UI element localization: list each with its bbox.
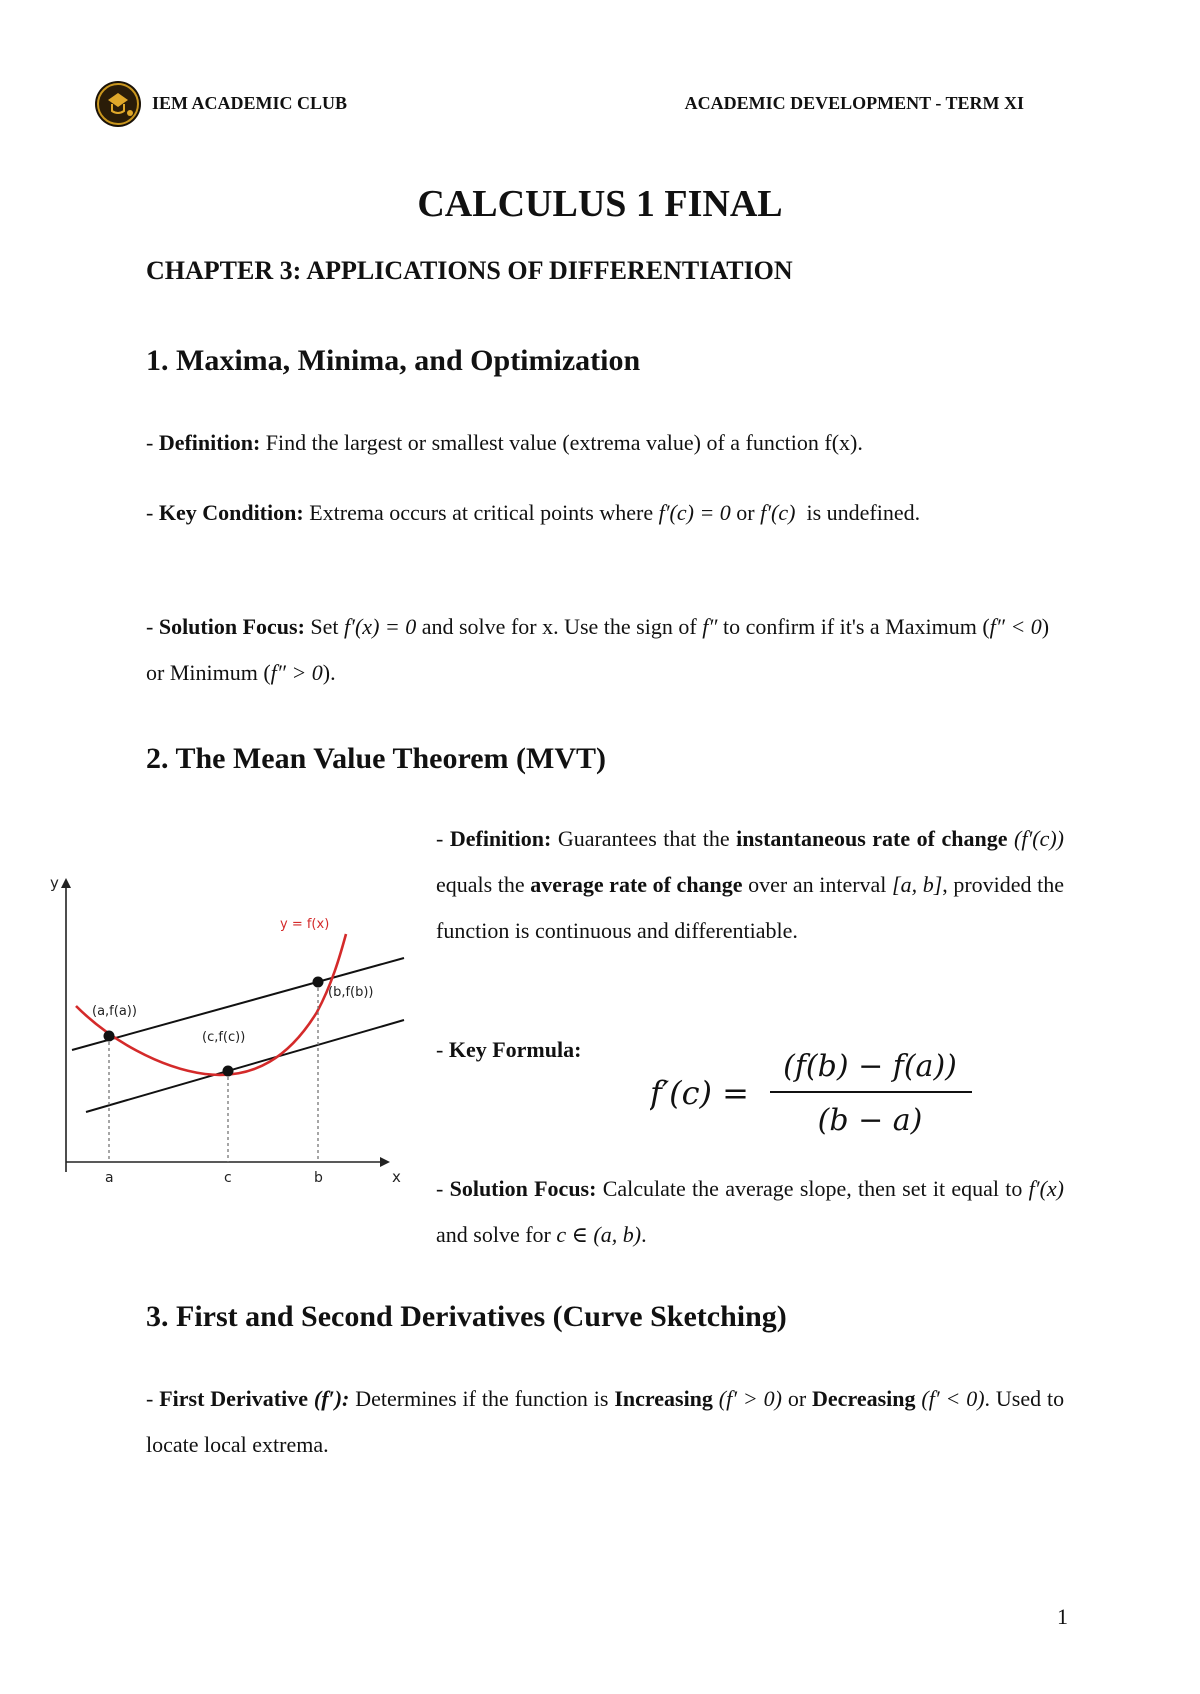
first-derivative-text: . Used to locate local extrema.	[146, 1386, 1065, 1457]
page-number: 1	[1057, 1604, 1068, 1629]
first-derivative-text: Determines if the function is	[355, 1386, 609, 1411]
mvt-key-formula-label: - Key Formula:	[436, 1037, 582, 1062]
chapter-title: CHAPTER 3: APPLICATIONS OF DIFFERENTIATION	[146, 256, 793, 285]
tick-label-a: a	[105, 1170, 114, 1186]
solution-text: to confirm if it's a Maximum (	[722, 614, 990, 639]
solution-text: ).	[322, 660, 336, 685]
mvt-solution-text: and solve for	[436, 1222, 551, 1247]
formula-lhs: f′(c) =	[650, 1074, 749, 1112]
x-axis-arrow	[380, 1157, 390, 1167]
mvt-definition-text: , provided the function is continuous and differentiable.	[436, 872, 1065, 943]
section1-key-condition: - Key Condition: Extrema occurs at critical points where f′(c) = 0 or f′(c) is undefined.	[146, 500, 921, 525]
mvt-solution-text: .	[641, 1222, 647, 1247]
mvt-solution-label: Solution Focus:	[449, 1176, 597, 1201]
definition-label: Definition:	[158, 430, 261, 455]
section3-first-derivative: - First Derivative (f′): Determines if the function is Increasing (f′ > 0) or Decreasing (f′ < 0). Used to locate local extrema.	[146, 1386, 1065, 1457]
bold-term: Increasing	[614, 1386, 713, 1411]
key-condition-text: or	[736, 500, 755, 525]
section1-solution-focus: - Solution Focus: Set f′(x) = 0 and solve for x. Use the sign of f″ to confirm if it's a Maximum (f″ < 0) or Minimum (f″ > 0).	[146, 614, 1050, 685]
first-derivative-label: First Derivative	[159, 1386, 309, 1411]
point-c-label: (c,f(c))	[202, 1030, 246, 1045]
math-expression: (f′ > 0)	[718, 1386, 782, 1411]
point-b	[313, 977, 324, 988]
bold-term: average rate of change	[530, 872, 743, 897]
math-expression: (f′(c))	[1014, 826, 1065, 851]
math-expression: f′(c) = 0	[658, 500, 731, 525]
solution-text: and solve for x. Use the sign of	[421, 614, 697, 639]
section1-heading: 1. Maxima, Minima, and Optimization	[146, 344, 641, 377]
point-c	[223, 1066, 234, 1077]
solution-text: Set	[310, 614, 339, 639]
mvt-definition-label: Definition:	[449, 826, 552, 851]
bold-term: instantaneous rate of change	[736, 826, 1008, 851]
term-label: ACADEMIC DEVELOPMENT - TERM XI	[684, 93, 1024, 113]
key-formula-label: Key Formula:	[448, 1037, 582, 1062]
point-a-label: (a,f(a))	[92, 1004, 137, 1019]
math-expression: f′(c)	[760, 500, 796, 525]
formula-denominator: (b − a)	[817, 1103, 923, 1138]
y-axis-arrow	[61, 878, 71, 888]
math-expression: f′(x) = 0	[344, 614, 417, 639]
mvt-graph	[40, 860, 410, 1190]
math-expression: (f′):	[313, 1386, 350, 1411]
mvt-definition: - Definition: Guarantees that the instantaneous rate of change (f′(c)) equals the average rate of change over an interval [a, b], provided the function is continuous and differentiable.	[436, 826, 1065, 943]
section2-heading: 2. The Mean Value Theorem (MVT)	[146, 742, 607, 775]
bold-term: Decreasing	[812, 1386, 916, 1411]
math-expression: (f′ < 0)	[921, 1386, 985, 1411]
point-b-label: (b,f(b))	[328, 985, 374, 1000]
curve-label: y = f(x)	[280, 917, 330, 932]
mvt-definition-text: over an interval	[748, 872, 887, 897]
key-condition-label: Key Condition:	[158, 500, 304, 525]
math-expression: c ∈ (a, b)	[556, 1222, 642, 1247]
formula-numerator: (f(b) − f(a))	[783, 1049, 957, 1084]
key-condition-text: Extrema occurs at critical points where	[309, 500, 654, 525]
mvt-definition-text: equals the	[436, 872, 525, 897]
solution-focus-label: Solution Focus:	[158, 614, 305, 639]
definition-text: Find the largest or smallest value (extrema value) of a function f(x).	[265, 430, 863, 455]
mvt-formula	[650, 1040, 980, 1150]
section1-definition: - Definition: Find the largest or smallest value (extrema value) of a function f(x).	[146, 430, 863, 455]
mvt-definition-text: Guarantees that the	[557, 826, 730, 851]
point-a	[104, 1031, 115, 1042]
tick-label-b: b	[314, 1170, 323, 1186]
key-condition-text: is undefined.	[806, 500, 921, 525]
math-expression: f″	[702, 614, 718, 639]
solution-text: ) or Minimum (	[146, 614, 1050, 685]
page-title: CALCULUS 1 FINAL	[417, 183, 783, 225]
math-expression: [a, b]	[892, 872, 943, 897]
math-expression: f″ > 0	[270, 660, 323, 685]
first-derivative-text: or	[787, 1386, 807, 1411]
y-axis-label: y	[50, 874, 59, 892]
mvt-solution-text: Calculate the average slope, then set it equal to	[602, 1176, 1023, 1201]
tick-label-c: c	[224, 1170, 232, 1186]
section3-heading: 3. First and Second Derivatives (Curve Sketching)	[146, 1300, 787, 1333]
club-name: IEM ACADEMIC CLUB	[152, 93, 348, 113]
math-expression: f″ < 0	[989, 614, 1042, 639]
x-axis-label: x	[392, 1168, 401, 1186]
mvt-solution-focus: - Solution Focus: Calculate the average slope, then set it equal to f′(x) and solve for c ∈ (a, b).	[436, 1176, 1064, 1247]
math-expression: f′(x)	[1028, 1176, 1064, 1201]
club-logo	[94, 80, 142, 128]
